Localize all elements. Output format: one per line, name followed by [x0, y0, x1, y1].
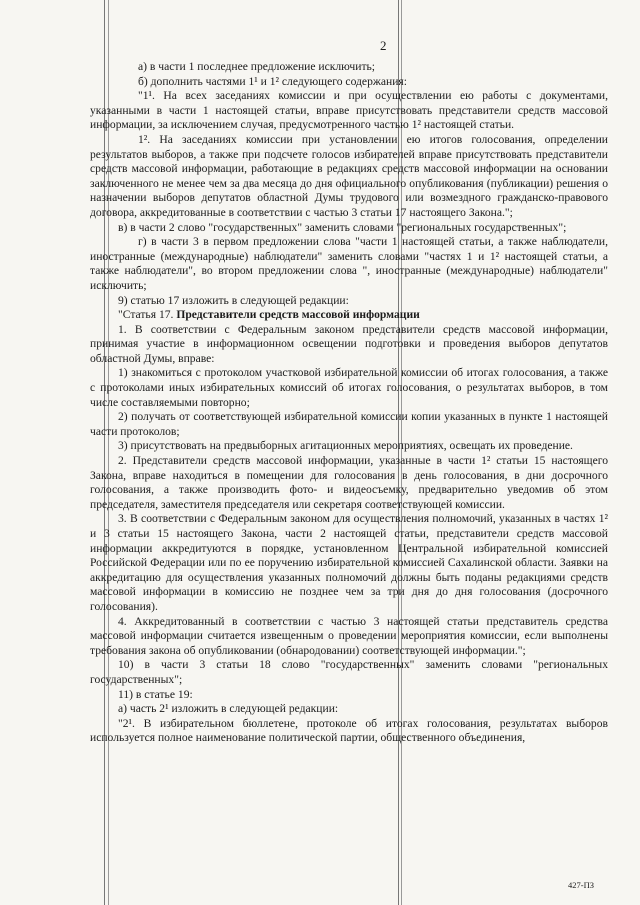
paragraph: в) в части 2 слово "государственных" заменить словами "региональных государственных";: [118, 220, 567, 234]
paragraph: 1². На заседаниях комиссии при установлении ею итогов голосования, определении результатов выборов, а также при подсчете голосов избирателей вправе присутствовать представители средств массовой информации, работающие в редакциях средств массовой информации на основании заключенного не менее чем за два месяца до дня официального опубликования (публикации) решения о назначении выборов депутатов областной Думы трудового или возмездного гражданско-правового договора, аккредитованные в соответствии с частью 3 статьи 17 настоящего Закона.";: [90, 132, 608, 219]
paragraph: 1. В соответствии с Федеральным законом представители средств массовой информации, принимая участие в информационном освещении подготовки и проведения выборов депутатов областной Думы, вправе:: [90, 322, 608, 365]
paragraph: б) дополнить частями 1¹ и 1² следующего содержания:: [138, 74, 407, 88]
paragraph: 3. В соответствии с Федеральным законом для осуществления полномочий, указанных в частях 1² и 3 статьи 15 настоящего Закона, части 2 настоящей статьи, представители средств массовой информации аккредитуются в порядке, установленном Центральной избирательной комиссией Российской Федерации или по ее поручению избирательной комиссией Сахалинской области. Заявки на аккредитацию для осуществления указанных полномочий должны быть поданы редакциями средств массовой информации в комиссию не позднее чем за три дня до дня голосования (досрочного голосования).: [90, 512, 608, 613]
paragraph: 3) присутствовать на предвыборных агитационных мероприятиях, освещать их проведение.: [118, 439, 573, 453]
paragraph: а) часть 2¹ изложить в следующей редакции:: [118, 702, 339, 716]
paragraph: 2. Представители средств массовой информации, указанные в части 1² статьи 15 настоящего Закона, вправе находиться в помещении для голосования в день голосования, в дни досрочного голосования, а также производить фото- и видеосъемку, предварительно уведомив об этом председателя, заместителя председателя или секретаря соответствующей комиссии.: [90, 454, 608, 511]
paragraph: г) в части 3 в первом предложении слова "части 1 настоящей статьи, а также наблюдатели, иностранные (международные) наблюдатели" заменить словами "частях 1 и 1² настоящей статьи, а также наблюдатели", во втором предложении слова ", иностранные (международные) наблюдатели" исключить;: [90, 235, 608, 292]
paragraph: а) в части 1 последнее предложение исключить;: [138, 60, 376, 73]
paragraph: 9) статью 17 изложить в следующей редакции:: [118, 293, 349, 307]
article-heading: [90, 308, 608, 323]
paragraph: "2¹. В избирательном бюллетене, протоколе об итогах голосования, результатах выборов используется полное наименование политической партии, общественного объединения,: [90, 716, 608, 745]
paragraph: 11) в статье 19:: [118, 687, 193, 701]
article-heading-number: "Статья 17.: [118, 308, 177, 322]
page-number: 2: [380, 38, 387, 53]
document-code: 427-ПЗ: [568, 880, 594, 890]
document-body: [90, 60, 608, 746]
paragraph: 1) знакомиться с протоколом участковой избирательной комиссии об итогах голосования, а также с протоколами иных избирательных комиссий об итогах голосования, о результатах выборов, в том числе составляемыми повторно;: [90, 366, 608, 409]
article-heading-title: Представители средств массовой информации: [176, 308, 420, 322]
paragraph: "1¹. На всех заседаниях комиссии и при осуществлении ею работы с документами, указанными в части 1 настоящей статьи, вправе присутствовать представители средств массовой информации, за исключением случая, предусмотренного частью 1² настоящей статьи.: [90, 89, 608, 132]
paragraph: 10) в части 3 статьи 18 слово "государственных" заменить словами "региональных государственных";: [90, 658, 608, 686]
paragraph: 4. Аккредитованный в соответствии с частью 3 настоящей статьи представитель средства массовой информации считается извещенным о проведении мероприятия комиссии, если выполнены требования закона об опубликовании (обнародовании) соответствующей информации.";: [90, 614, 608, 657]
paragraph: 2) получать от соответствующей избирательной комиссии копии указанных в пункте 1 настоящей части протоколов;: [90, 410, 608, 438]
